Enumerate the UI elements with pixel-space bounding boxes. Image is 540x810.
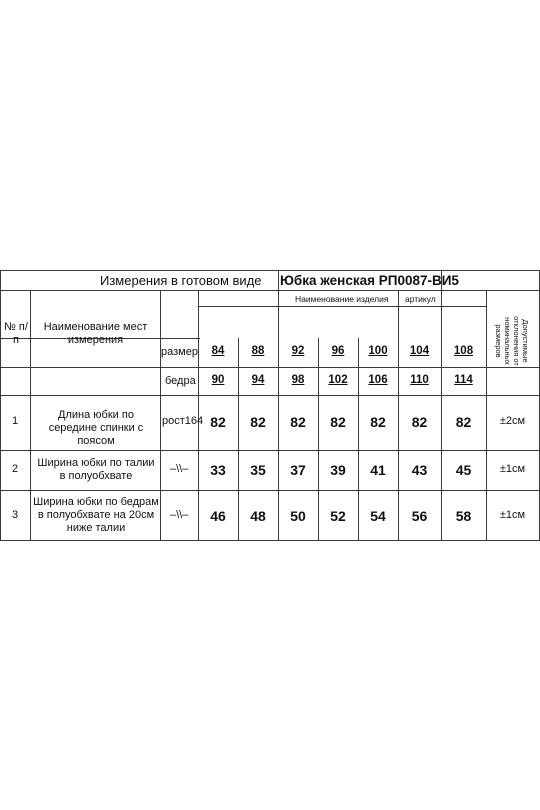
grid-line xyxy=(0,270,1,540)
hip-value: 102 xyxy=(328,374,348,386)
row-number: 1 xyxy=(11,415,19,427)
measurement-value: 39 xyxy=(330,462,346,478)
grid-line xyxy=(0,367,540,368)
row-note: рост164 xyxy=(162,415,204,427)
size-row-label: размер xyxy=(161,346,198,358)
size-value: 96 xyxy=(331,345,345,357)
measurement-value: 82 xyxy=(210,414,226,430)
measurement-value: 48 xyxy=(250,508,266,524)
size-value: 108 xyxy=(453,345,474,357)
size-value: 92 xyxy=(291,345,305,357)
grid-line xyxy=(0,290,540,291)
grid-line xyxy=(30,290,31,540)
column-header-number: № п/п xyxy=(4,321,28,346)
hip-value: 114 xyxy=(454,374,473,386)
measurement-value: 45 xyxy=(455,462,472,478)
size-value: 84 xyxy=(211,345,225,357)
grid-line xyxy=(198,306,486,307)
measurement-value: 43 xyxy=(411,462,428,478)
column-header-name: Наименование мест измерения xyxy=(43,321,148,346)
row-note: –\\– xyxy=(170,463,189,475)
row-note: –\\– xyxy=(170,509,189,521)
grid-line xyxy=(0,540,540,541)
column-header-tolerance: Допустимые отклонения от номинальных размеров xyxy=(494,316,530,366)
grid-line xyxy=(0,450,540,451)
row-number: 2 xyxy=(11,463,19,475)
grid-line xyxy=(441,270,442,540)
measurement-value: 82 xyxy=(330,414,346,430)
measurement-value: 52 xyxy=(330,508,346,524)
measurement-value: 37 xyxy=(290,462,306,478)
hip-value: 90 xyxy=(211,374,225,386)
measurement-value: 82 xyxy=(455,414,472,430)
size-value: 104 xyxy=(409,345,430,357)
hip-value: 98 xyxy=(291,374,305,386)
tolerance-value: ±1см xyxy=(499,463,526,475)
measurement-value: 35 xyxy=(250,462,266,478)
grid-line xyxy=(0,490,540,491)
measurement-value: 41 xyxy=(370,462,386,478)
tolerance-value: ±2см xyxy=(499,415,526,427)
measurement-value: 54 xyxy=(370,508,386,524)
grid-line xyxy=(486,290,487,540)
measurement-value: 82 xyxy=(370,414,386,430)
tolerance-value: ±1см xyxy=(499,509,526,521)
measurement-value: 46 xyxy=(210,508,226,524)
table-title: Измерения в готовом виде xyxy=(100,273,262,288)
measurement-value: 50 xyxy=(290,508,306,524)
hip-value: 106 xyxy=(368,374,388,386)
hip-row-label: бедра xyxy=(165,375,196,387)
grid-line xyxy=(0,395,540,396)
measurement-value: 82 xyxy=(411,414,428,430)
measurement-value: 82 xyxy=(290,414,306,430)
product-name-label: Наименование изделия xyxy=(295,294,389,304)
product-name: Юбка женская РП0087-ВИ5 xyxy=(280,273,459,288)
measurement-value: 56 xyxy=(411,508,428,524)
measurement-value: 82 xyxy=(250,414,266,430)
row-name: Ширина юбки по талии в полуобхвате xyxy=(37,457,155,482)
measurement-value: 58 xyxy=(455,508,472,524)
hip-value: 94 xyxy=(251,374,265,386)
hip-value: 110 xyxy=(410,374,429,386)
row-name: Длина юбки по середине спинки с поясом xyxy=(48,409,144,447)
grid-line xyxy=(160,290,161,540)
row-name: Ширина юбки по бедрам в полуобхвате на 20см ниже талии xyxy=(33,496,159,534)
measurement-value: 33 xyxy=(210,462,226,478)
size-value: 100 xyxy=(368,345,388,357)
article-label: артикул xyxy=(405,294,436,304)
size-value: 88 xyxy=(251,345,265,357)
grid-line xyxy=(278,270,279,540)
grid-line xyxy=(0,270,540,271)
row-number: 3 xyxy=(11,509,19,521)
